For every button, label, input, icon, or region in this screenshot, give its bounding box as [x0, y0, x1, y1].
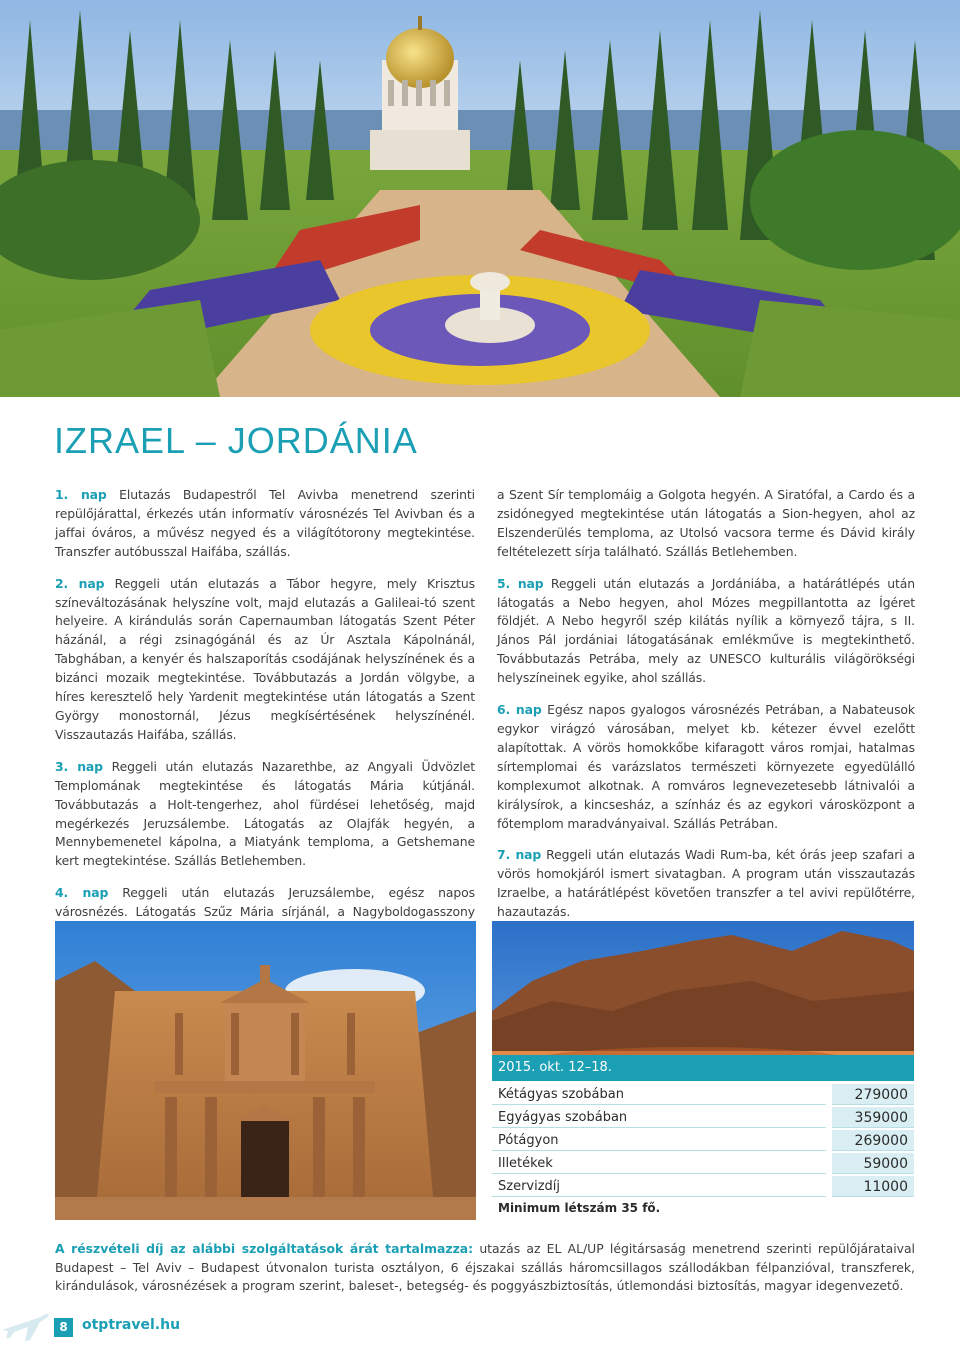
- itinerary-day-3: 3. nap Reggeli után elutazás Nazarethbe, az Angyali Üdvözlet Templomának megtekintése és látogatás Mária kútjánál. Továbbutazás a Holt-tengerhez, ahol fürdései lehetőség, majd megérkezés Jeruzsálembe. Látogatás az Olajfák hegyén, a Mennybemenetel kápolna, a Miatyánk temploma, a Getshemane kert megtekintése. Szállás Betlehemben.: [55, 758, 475, 869]
- itinerary-day-1: 1. nap Elutazás Budapestről Tel Avivba menetrend szerinti repülőjárattal, érkezés után informatív városnézés Tel Avivban és a jaffai óváros, a művész negyed és a világítótorony megtekintése. Transzfer autóbusszal Haifába, szállás.: [55, 487, 475, 559]
- airplane-icon: [0, 1300, 52, 1351]
- price-date: 2015. okt. 12–18.: [492, 1055, 914, 1081]
- price-row: [492, 1153, 914, 1176]
- price-value: 59000: [832, 1153, 914, 1174]
- price-value: 359000: [832, 1107, 914, 1128]
- itinerary-day-4-continued: a Szent Sír templomáig a Golgota hegyén. A Siratófal, a Cardo és a zsidónegyed megtekintése után látogatás a Sion-hegyen, ahol az Elszenderülés temploma, az Utolsó vacsora terme és Dávid király feltételezett sírja található. Szállás Betlehemben.: [497, 487, 915, 559]
- price-row: [492, 1107, 914, 1130]
- price-value: 279000: [832, 1084, 914, 1105]
- itinerary-day-5: 5. nap Reggeli után elutazás a Jordániába, a határátlépés után látogatás a Nebo hegyen, ahol Mózes megpillantotta az Ígéret földjét. A Nebo hegyről szép kilátás nyílik a környező tájra, s II. János Pál jordániai látogatásának emlékműve is megtekinthető. Továbbutazás Petrába, mely az UNESCO kulturális világörökségi helyszíneinek egyike, ahol szállás.: [497, 575, 915, 686]
- itinerary-day-7: 7. nap Reggeli után elutazás Wadi Rum-ba, két órás jeep szafari a vörös homokjáról ismert sivatagban. A program után visszautazás Izraelbe, a határátlépést követően transzfer a tel avivi repülőtérre, hazautazás.: [497, 847, 915, 920]
- page-title: IZRAEL – JORDÁNIA: [54, 420, 418, 461]
- price-label: Pótágyon: [492, 1130, 826, 1151]
- included-services-lead: A részvételi díj az alábbi szolgáltatások árát tartalmazza:: [55, 1241, 474, 1256]
- price-value: 269000: [832, 1130, 914, 1151]
- hero-photo-haifa-gardens: [0, 0, 960, 397]
- included-services: [55, 1240, 915, 1296]
- min-participants: Minimum létszám 35 fő.: [498, 1201, 661, 1215]
- photo-petra-monastery: [55, 921, 476, 1220]
- price-label: Illetékek: [492, 1153, 826, 1174]
- included-services-text: utazás az EL AL/UP légitársaság menetrend szerinti repülőjárataival Budapest – Tel Aviv – Budapest útvonalon turista osztályon, 6 éjszakai szállás háromcsillagos szállodákban félpanzióval, transzferek, kirándulások, városnézések a program szerint, baleset-, betegség- és poggyászbiztosítás, útlemondási biztosítás, magyar idegenvezető.: [55, 1241, 916, 1293]
- price-label: Egyágyas szobában: [492, 1107, 826, 1128]
- itinerary-day-4: 4. nap Reggeli után elutazás Jeruzsálembe, egész napos városnézés. Látogatás Szűz Mária sírjánál, a Nagyboldogasszony: [55, 885, 475, 920]
- page-number: 8: [54, 1318, 73, 1337]
- itinerary-left-column: [55, 486, 475, 973]
- page-footer: [0, 1300, 960, 1351]
- price-label: Kétágyas szobában: [492, 1084, 826, 1105]
- price-row: [492, 1084, 914, 1107]
- itinerary-right-column: [497, 486, 915, 935]
- price-value: 11000: [832, 1176, 914, 1197]
- itinerary-day-2: 2. nap Reggeli után elutazás a Tábor hegyre, mely Krisztus színeváltozásának helyszíne volt, majd elutazás a Galileai-tó szent helyeire. A kirándulás során Capernaumban látogatás Szent Péter házánál, a régi zsinagógánál és az Úr Asztala Kápolnánál, Tabghában, a kenyér és halszaporítás csodájának helyszínének és a bizánci mozaik megtekintése. Továbbutazás a Jordán völgybe, a híres keresztelő hely Yardenit megtekintése után látogatás a Szent György monostornál, Jézus megkísértésének helyszínénél. Visszautazás Haifába, szállás.: [55, 575, 475, 742]
- price-row: [492, 1130, 914, 1153]
- itinerary-day-6: 6. nap Egész napos gyalogos városnézés Petrában, a Nabateusok egykor virágzó városában, melyet kb. kétezer évvel ezelőtt alapítottak. A vörös homokkőbe kifaragott város romjai, hatalmas sírtemplomai és varázslatos természeti környezete egyedülálló komplexumot alkotnak. A romváros legnevezetesebb látnivalói a királysírok, a kincsesház, a színház és az egykori városközpont a főtemplom maradványaival. Szállás Petrában.: [497, 702, 915, 831]
- price-label: Szervizdíj: [492, 1176, 826, 1197]
- price-table: [492, 1055, 914, 1220]
- price-row: [492, 1176, 914, 1199]
- website-link[interactable]: otptravel.hu: [82, 1317, 181, 1333]
